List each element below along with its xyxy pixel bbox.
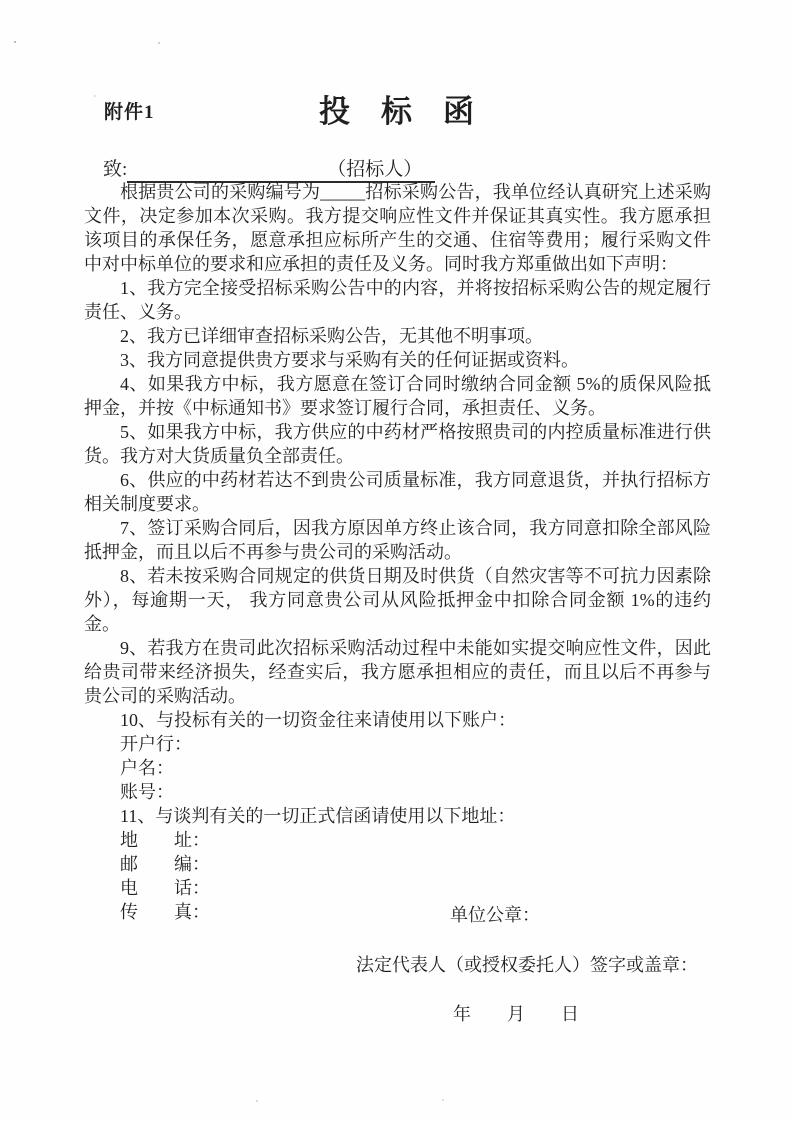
attachment-label: 附件1 [104, 102, 155, 123]
clause-7: 7、签订采购合同后，因我方原因单方终止该合同，我方同意扣除全部风险抵押金，而且以后不再参与贵公司的采购活动。 [84, 518, 711, 562]
clause-4: 4、如果我方中标，我方愿意在签订合同时缴纳合同金额 5%的质保风险抵押金，并按《中标通知书》要求签订履行合同，承担责任、义务。 [84, 374, 711, 418]
recipient-blank-tail [422, 174, 435, 175]
recipient-underline [127, 154, 435, 183]
field-address-label: 地 址： [120, 830, 210, 850]
field-account-number-label: 账号： [120, 782, 174, 802]
date-line: 年 月 日 [453, 1004, 579, 1024]
field-postcode-label: 邮 编： [120, 854, 210, 874]
scan-speck [256, 1100, 258, 1102]
field-account-name-label: 户名： [120, 758, 174, 778]
clause-1: 1、我方完全接受招标采购公告中的内容，并将按招标采购公告的规定履行责任、义务。 [84, 278, 711, 322]
clause-6: 6、供应的中药材若达不到贵公司质量标准，我方同意退货，并执行招标方相关制度要求。 [84, 470, 711, 514]
recipient-hint: （招标人） [327, 159, 423, 180]
clause-9: 9、若我方在贵司此次招标采购活动过程中未能如实提交响应性文件，因此给贵司带来经济损失，经查实后，我方愿承担相应的责任，而且以后不再参与贵公司的采购活动。 [84, 638, 711, 706]
scan-speck [442, 1099, 444, 1101]
clause-8: 8、若未按采购合同规定的供货日期及时供货（自然灾害等不可抗力因素除外），每逾期一天， 我方同意贵公司从风险抵押金中扣除合同金额 1%的违约金。 [84, 566, 711, 634]
document-body [84, 180, 711, 924]
clause-5: 5、如果我方中标，我方供应的中药材严格按照贵司的内控质量标准进行供货。我方对大货质量负全部责任。 [84, 422, 711, 466]
salutation-prefix: 致: [103, 159, 128, 180]
recipient-blank [127, 174, 327, 175]
clause-10-account-intro: 10、与投标有关的一切资金往来请使用以下账户： [120, 710, 516, 730]
field-phone-label: 电 话： [120, 878, 210, 898]
intro-paragraph: 根据贵公司的采购编号为_____招标采购公告，我单位经认真研究上述采购文件，决定参加本次采购。我方提交响应性文件并保证其真实性。我方愿承担该项目的承保任务，愿意承担应标所产生的交通、住宿等费用；履行采购文件中对中标单位的要求和应承担的责任及义务。同时我方郑重做出如下声明： [84, 182, 711, 274]
field-bank-label: 开户行： [120, 734, 192, 754]
document-title: 投 标 函 [319, 94, 474, 129]
clause-3: 3、我方同意提供贵方要求与采购有关的任何证据或资料。 [120, 350, 579, 370]
clause-11-address-intro: 11、与谈判有关的一切正式信函请使用以下地址： [120, 806, 516, 826]
clause-2: 2、我方已详细审查招标采购公告，无其他不明事项。 [120, 326, 543, 346]
company-seal-label: 单位公章： [450, 905, 540, 925]
scan-speck [14, 41, 16, 43]
salutation-line [103, 154, 435, 183]
field-fax-label: 传 真： [120, 902, 210, 922]
legal-representative-signature-label: 法定代表人（或授权委托人）签字或盖章： [356, 955, 698, 975]
scan-speck [158, 42, 160, 44]
